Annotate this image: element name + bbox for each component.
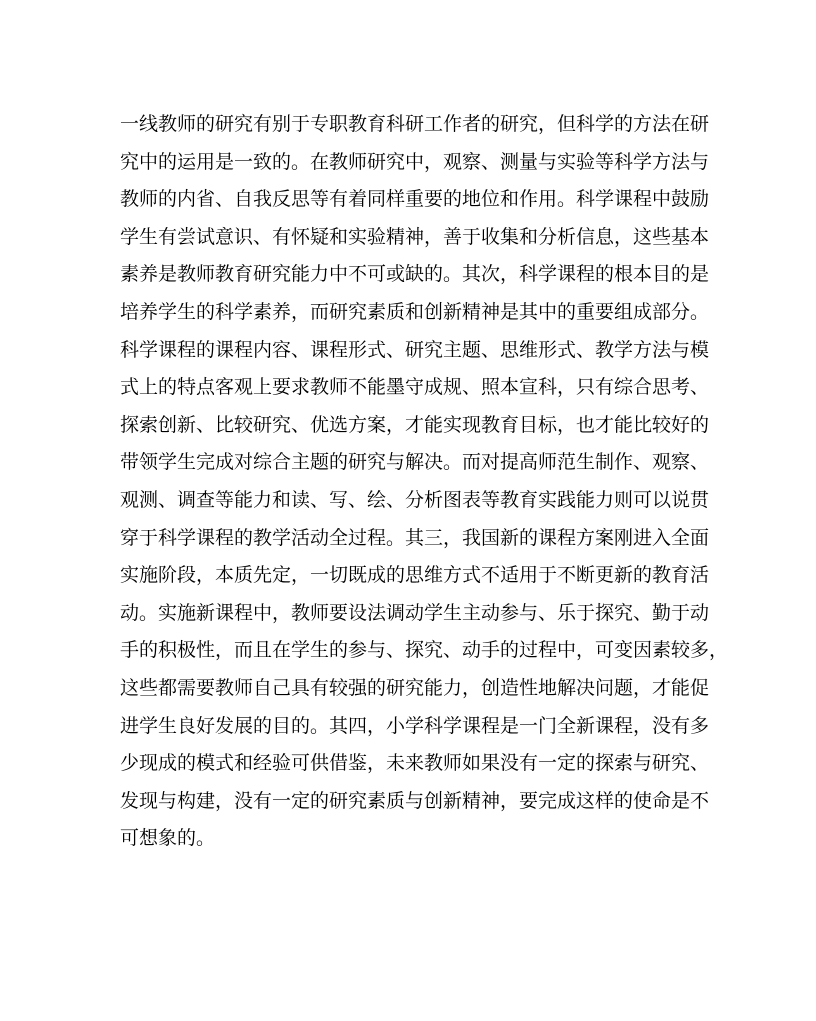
paragraph-line-6: 培养学生的科学素养，而研究素质和创新精神是其中的重要组成部分。: [120, 300, 710, 323]
paragraph-line-3: 教师的内省、自我反思等有着同样重要的地位和作用。科学课程中鼓励: [120, 188, 710, 211]
paragraph-line-2: 究中的运用是一致的。在教师研究中，观察、测量与实验等科学方法与: [120, 150, 710, 173]
paragraph-line-4: 学生有尝试意识、有怀疑和实验精神，善于收集和分析信息，这些基本: [120, 225, 710, 248]
paragraph-line-20: 可想象的。: [120, 827, 216, 850]
body-paragraph: [120, 106, 729, 858]
paragraph-line-10: 带领学生完成对综合主题的研究与解决。而对提高师范生制作、观察、: [120, 451, 710, 474]
paragraph-line-17: 进学生良好发展的目的。其四，小学科学课程是一门全新课程，没有多: [120, 714, 710, 737]
paragraph-line-8: 式上的特点客观上要求教师不能墨守成规、照本宣科，只有综合思考、: [120, 376, 710, 399]
paragraph-line-1: 一线教师的研究有别于专职教育科研工作者的研究，但科学的方法在研: [120, 113, 710, 135]
paragraph-line-13: 实施阶段，本质先定，一切既成的思维方式不适用于不断更新的教育活: [120, 564, 710, 587]
paragraph-line-14: 动。实施新课程中，教师要设法调动学生主动参与、乐于探究、勤于动: [120, 601, 710, 624]
paragraph-line-9: 探索创新、比较研究、优选方案，才能实现教育目标，也才能比较好的: [120, 413, 710, 436]
paragraph-line-16: 这些都需要教师自己具有较强的研究能力，创造性地解决问题，才能促: [120, 676, 710, 699]
paragraph-line-7: 科学课程的课程内容、课程形式、研究主题、思维形式、教学方法与模: [120, 338, 710, 361]
paragraph-line-18: 少现成的模式和经验可供借鉴，未来教师如果没有一定的探索与研究、: [120, 752, 710, 775]
paragraph-line-12: 穿于科学课程的教学活动全过程。其三，我国新的课程方案刚进入全面: [120, 526, 710, 549]
paragraph-line-19: 发现与构建，没有一定的研究素质与创新精神，要完成这样的使命是不: [120, 789, 710, 812]
paragraph-line-11: 观测、调查等能力和读、写、绘、分析图表等教育实践能力则可以说贯: [120, 488, 710, 511]
paragraph-line-5: 素养是教师教育研究能力中不可或缺的。其次，科学课程的根本目的是: [120, 263, 710, 286]
paragraph-line-15: 手的积极性，而且在学生的参与、探究、动手的过程中，可变因素较多，: [120, 639, 729, 662]
